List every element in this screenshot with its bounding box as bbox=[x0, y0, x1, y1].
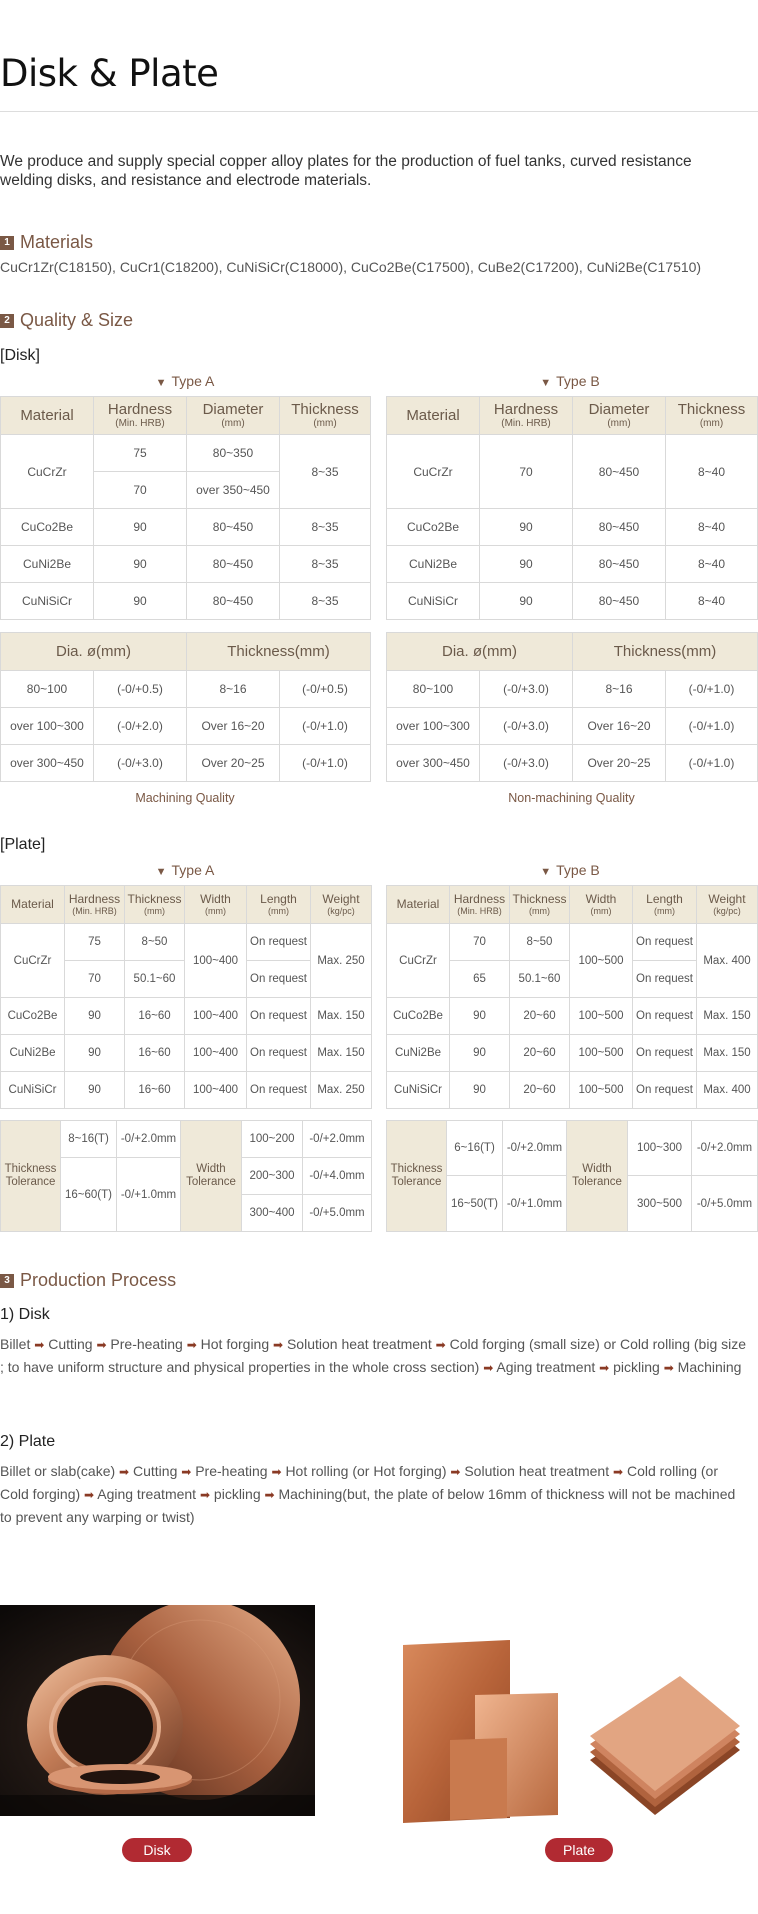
header-thickness: Thickness(mm) bbox=[187, 633, 371, 671]
table-row: CuNiSiCr 90 80~450 8~35 bbox=[1, 583, 371, 620]
header-material: Material bbox=[387, 886, 450, 924]
arrow-right-icon: ➡ bbox=[96, 1338, 107, 1352]
table-row: 80~100 (-0/+3.0) 8~16 (-0/+1.0) bbox=[387, 671, 758, 708]
disk-photo bbox=[0, 1605, 315, 1816]
section-number: 3 bbox=[0, 1274, 14, 1288]
plate-tolerance-b-table: Thickness Tolerance 6~16(T) -0/+2.0mm Width Tolerance 100~300 -0/+2.0mm 16~50(T) -0/+1.0mm 300~500 -0/+5.0mm bbox=[386, 1120, 758, 1232]
header-hardness: Hardness (Min. HRB) bbox=[450, 886, 510, 924]
table-row: CuCo2Be 90 20~60 100~500 On request Max. 150 bbox=[387, 998, 758, 1035]
header-thickness: Thickness (mm) bbox=[280, 397, 371, 435]
plate-button[interactable]: Plate bbox=[545, 1838, 613, 1862]
header-thickness: Thickness (mm) bbox=[510, 886, 570, 924]
arrow-right-icon: ➡ bbox=[34, 1338, 45, 1352]
arrow-right-icon: ➡ bbox=[599, 1361, 610, 1375]
table-row: 70 50.1~60 On request bbox=[1, 961, 372, 998]
quality-heading bbox=[0, 310, 133, 331]
plate-type-a-table bbox=[0, 885, 372, 1109]
plate-photo bbox=[395, 1640, 755, 1825]
table-row: CuCrZr 70 80~450 8~40 bbox=[387, 435, 758, 509]
table-row: CuNiSiCr 90 20~60 100~500 On request Max. 400 bbox=[387, 1072, 758, 1109]
section-number: 2 bbox=[0, 314, 14, 328]
table-row: over 100~300 (-0/+2.0) Over 16~20 (-0/+1.0) bbox=[1, 708, 371, 745]
arrow-right-icon: ➡ bbox=[199, 1488, 211, 1502]
arrow-right-icon: ➡ bbox=[186, 1338, 197, 1352]
plate-tolerance-a-table: Thickness Tolerance 8~16(T) -0/+2.0mm Width Tolerance 100~200 -0/+2.0mm 200~300 -0/+4.0mm 16~60(T) -0/+1.0mm 300~400 -0/+5.0mm bbox=[0, 1120, 372, 1232]
process-heading bbox=[0, 1270, 176, 1291]
header-material: Material bbox=[1, 397, 94, 435]
table-row: CuNiSiCr 90 16~60 100~400 On request Max. 250 bbox=[1, 1072, 372, 1109]
width-tolerance-label: Width Tolerance bbox=[181, 1121, 242, 1232]
header-width: Width (mm) bbox=[185, 886, 247, 924]
header-thickness: Thickness(mm) bbox=[573, 633, 758, 671]
table-row: CuCo2Be 90 16~60 100~400 On request Max. 150 bbox=[1, 998, 372, 1035]
materials-heading bbox=[0, 232, 93, 253]
arrow-right-icon: ➡ bbox=[84, 1488, 95, 1502]
header-dia: Dia. ø(mm) bbox=[387, 633, 573, 671]
header-weight: Weight (kg/pc) bbox=[697, 886, 758, 924]
disk-type-a-table bbox=[0, 396, 371, 620]
disk-button[interactable]: Disk bbox=[122, 1838, 192, 1862]
header-width: Width (mm) bbox=[570, 886, 633, 924]
section-title: Materials bbox=[20, 232, 94, 252]
triangle-down-icon: ▼ bbox=[540, 377, 552, 389]
disk-tolerance-b-table bbox=[386, 632, 758, 782]
materials-list: CuCr1Zr(C18150), CuCr1(C18200), CuNiSiCr(C18000), CuCo2Be(C17500), CuBe2(C17200), CuNi2Be(C17510) bbox=[0, 259, 702, 275]
page-title: Disk & Plate bbox=[0, 52, 219, 95]
header-diameter: Diameter (mm) bbox=[187, 397, 280, 435]
table-row: CuNiSiCr 90 80~450 8~40 bbox=[387, 583, 758, 620]
plate-process-steps: Billet or slab(cake) ➡ Cutting ➡ Pre-heating ➡ Hot rolling (or Hot forging) ➡ Solution heat treatment ➡ Cold rolling (or Cold forging) ➡ Aging treatment ➡ pickling ➡ Machining(but, the plate of below 16mm of thickness will not be machined to prevent any warping or twist) bbox=[0, 1463, 736, 1525]
arrow-right-icon: ➡ bbox=[271, 1465, 282, 1479]
disk-tolerance-a-table bbox=[0, 632, 371, 782]
disk-type-a-label: ▼ Type A bbox=[155, 373, 215, 389]
table-row: CuCo2Be 90 80~450 8~40 bbox=[387, 509, 758, 546]
disk-process-steps: Billet ➡ Cutting ➡ Pre-heating ➡ Hot forging ➡ Solution heat treatment ➡ Cold forging (small size) or Cold rolling (big size ; to have uniform structure and physical properties in the whole cross section) ➡ Aging treatment ➡ pickling ➡ Machining bbox=[0, 1336, 747, 1375]
disk-type-b-label: ▼ Type B bbox=[540, 373, 600, 389]
table-row: CuNi2Be 90 16~60 100~400 On request Max. 150 bbox=[1, 1035, 372, 1072]
table-row: 65 50.1~60 On request bbox=[387, 961, 758, 998]
header-length: Length (mm) bbox=[247, 886, 311, 924]
header-material: Material bbox=[387, 397, 480, 435]
thickness-tolerance-label: Thickness Tolerance bbox=[387, 1121, 447, 1232]
arrow-right-icon: ➡ bbox=[613, 1465, 624, 1479]
header-dia: Dia. ø(mm) bbox=[1, 633, 187, 671]
table-row: over 300~450 (-0/+3.0) Over 20~25 (-0/+1.0) bbox=[387, 745, 758, 782]
arrow-right-icon: ➡ bbox=[483, 1361, 494, 1375]
triangle-down-icon: ▼ bbox=[155, 866, 167, 878]
header-diameter: Diameter (mm) bbox=[573, 397, 666, 435]
section-title: Production Process bbox=[20, 1270, 177, 1290]
non-machining-quality-caption: Non-machining Quality bbox=[508, 791, 635, 805]
table-row: CuCrZr 75 80~350 8~35 bbox=[1, 435, 371, 472]
arrow-right-icon: ➡ bbox=[450, 1465, 461, 1479]
arrow-right-icon: ➡ bbox=[435, 1338, 446, 1352]
machining-quality-caption: Machining Quality bbox=[135, 791, 235, 805]
arrow-right-icon: ➡ bbox=[119, 1465, 130, 1479]
plate-type-b-table bbox=[386, 885, 758, 1109]
header-hardness: Hardness (Min. HRB) bbox=[65, 886, 125, 924]
arrow-right-icon: ➡ bbox=[663, 1361, 674, 1375]
arrow-right-icon: ➡ bbox=[264, 1488, 275, 1502]
table-row: over 100~300 (-0/+3.0) Over 16~20 (-0/+1.0) bbox=[387, 708, 758, 745]
table-row: CuNi2Be 90 80~450 8~40 bbox=[387, 546, 758, 583]
header-hardness: Hardness (Min. HRB) bbox=[480, 397, 573, 435]
header-length: Length (mm) bbox=[633, 886, 697, 924]
table-row: 70 over 350~450 bbox=[1, 472, 371, 509]
header-hardness: Hardness (Min. HRB) bbox=[94, 397, 187, 435]
header-thickness: Thickness (mm) bbox=[125, 886, 185, 924]
section-title: Quality & Size bbox=[20, 310, 134, 330]
triangle-down-icon: ▼ bbox=[155, 377, 167, 389]
table-row: CuCrZr 70 8~50 100~500 On request Max. 400 bbox=[387, 924, 758, 961]
disk-label: [Disk] bbox=[0, 347, 40, 364]
header-material: Material bbox=[1, 886, 65, 924]
header-thickness: Thickness (mm) bbox=[666, 397, 758, 435]
disk-process-title: 1) Disk bbox=[0, 1306, 50, 1323]
header-weight: Weight (kg/pc) bbox=[311, 886, 372, 924]
table-row: CuCrZr 75 8~50 100~400 On request Max. 250 bbox=[1, 924, 372, 961]
section-number: 1 bbox=[0, 236, 14, 250]
thickness-tolerance-label: Thickness Tolerance bbox=[1, 1121, 61, 1232]
disk-type-b-table bbox=[386, 396, 758, 620]
plate-process-title: 2) Plate bbox=[0, 1433, 56, 1450]
plate-type-a-label: ▼ Type A bbox=[155, 862, 215, 878]
plate-label: [Plate] bbox=[0, 836, 46, 853]
table-row: over 300~450 (-0/+3.0) Over 20~25 (-0/+1.0) bbox=[1, 745, 371, 782]
table-row: 80~100 (-0/+0.5) 8~16 (-0/+0.5) bbox=[1, 671, 371, 708]
intro-text: We produce and supply special copper alloy plates for the production of fuel tanks, curved resistance welding disks, and resistance and electrode materials. bbox=[0, 153, 692, 189]
table-row: CuNi2Be 90 20~60 100~500 On request Max. 150 bbox=[387, 1035, 758, 1072]
width-tolerance-label: Width Tolerance bbox=[567, 1121, 628, 1232]
title-divider bbox=[0, 111, 758, 112]
triangle-down-icon: ▼ bbox=[540, 866, 552, 878]
arrow-right-icon: ➡ bbox=[181, 1465, 192, 1479]
arrow-right-icon: ➡ bbox=[273, 1338, 284, 1352]
plate-type-b-label: ▼ Type B bbox=[540, 862, 600, 878]
table-row: CuCo2Be 90 80~450 8~35 bbox=[1, 509, 371, 546]
table-row: CuNi2Be 90 80~450 8~35 bbox=[1, 546, 371, 583]
